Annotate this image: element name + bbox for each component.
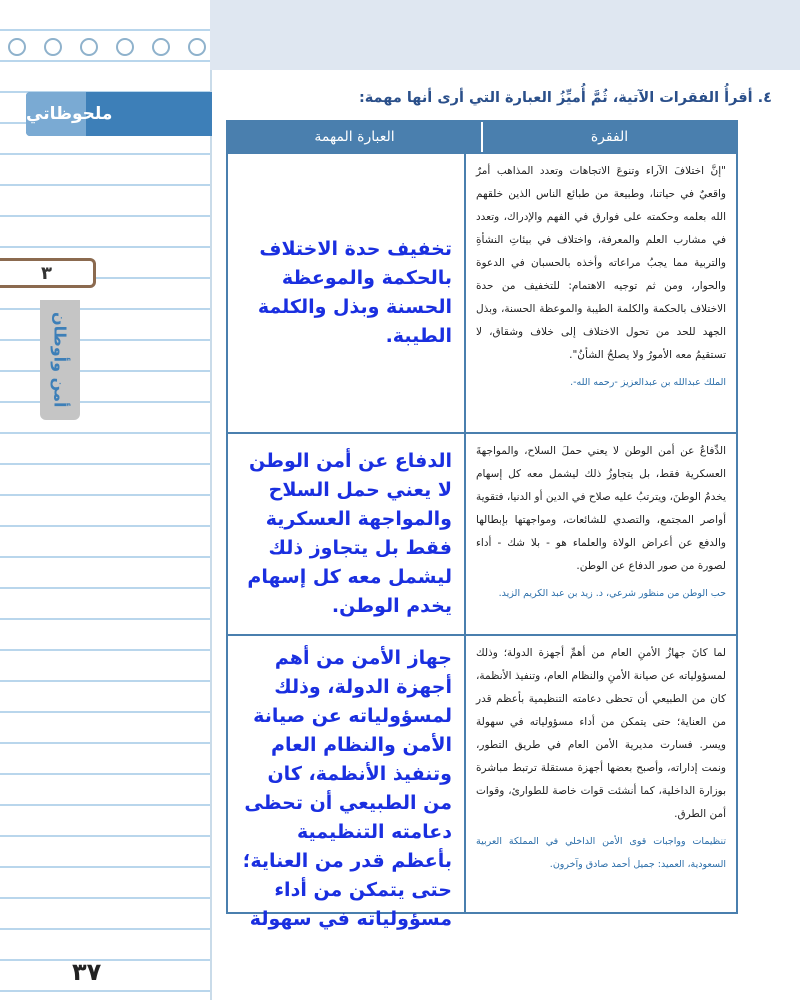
unit-title: أمن وأوطان xyxy=(50,312,70,408)
paragraph-cell xyxy=(464,636,736,912)
binder-hole xyxy=(116,38,134,56)
page-number: ٣٧ xyxy=(72,958,102,986)
unit-number: ٣ xyxy=(0,258,96,288)
binder-holes xyxy=(8,38,206,56)
header-paragraph: الفقرة xyxy=(481,122,736,152)
paragraph-text: لما كانَ جهازُ الأمنِ العام من أهمِّ أجهزة الدولة؛ وذلك لمسؤولياته عن صيانة الأمنِ والنظام العام، وتنفيذ الأنظمة، كان من الطبيعي أن تحظى دعامته التنظيمية بأعظم قدر من العناية؛ حتى يتمكن من أداء مسؤولياته في سهولة ويسر. فسارت مديرية الأمن العام في طريق التطور، ونمت إداراته، وأصبح بعضها أجهزة مستقلة ترتبط مباشرة بوزارة الداخلية، كما أنشئت قوات خاصة للطوارئ، وقوات أمن الطرق. xyxy=(476,647,726,820)
header-important: العبارة المهمة xyxy=(314,129,395,145)
paragraph-source: الملك عبدالله بن عبدالعزيز -رحمه الله-. xyxy=(570,377,726,388)
paragraph-cell xyxy=(464,154,736,432)
paragraph-source: حب الوطن من منظور شرعي، د. زيد بن عبد الكريم الزيد. xyxy=(498,588,726,599)
exercise-instruction: ٤. أقرأُ الفقرات الآتية، ثُمَّ أُميِّزُ العبارة التي أرى أنها مهمة: xyxy=(358,90,772,106)
binder-hole xyxy=(152,38,170,56)
unit-title-tab xyxy=(40,300,80,420)
paragraph-cell xyxy=(464,434,736,634)
notes-label: ملحوظاتي xyxy=(26,104,113,124)
answer-cell[interactable]: جهاز الأمن من أهم أجهزة الدولة، وذلك لمسؤولياته عن صيانة الأمن والنظام العام وتنفيذ الأنظمة، كان من الطبيعي أن تحظى دعامته التنظيمية بأعظم قدر من العناية؛ حتى يتمكن من أداء مسؤولياته في سهولة xyxy=(242,647,452,930)
binder-hole xyxy=(188,38,206,56)
binder-hole xyxy=(44,38,62,56)
paragraph-text: "إنَّ اختلافَ الآراء وتنوعَ الاتجاهات وتعدد المذاهب أمرٌ واقعيٌ في حياتنا، وطبيعة من طبائع الناس الذين خلقهم الله بعلمه وحكمته على فوارق في الفهم والإدراك، وتعدد في مشارب العلم والمعرفة، واختلاف في بيئاتِ النشأةِ والتربية مما يجبُ مراعاته وأخذه بالحسبان في الدعوة والحوار، ومن ثم توجيه الاهتمام: للتخفيف من حدة الاختلاف بالحكمة والكلمة الطيبة والموعظة الحسنة، وبذل الجهد للحد من تحول الاختلاف إلى خلاف وشقاق، لا تستقيمُ معه الأمورُ ولا يصلحُ الشأنُ". xyxy=(476,165,726,361)
top-band xyxy=(210,0,800,70)
notes-margin xyxy=(0,0,212,1000)
binder-hole xyxy=(80,38,98,56)
paragraph-source: تنظيمات وواجبات قوى الأمن الداخلي في المملكة العربية السعودية، العميد: جميل أحمد صادق وآخرون. xyxy=(476,836,726,870)
answer-cell[interactable]: الدفاع عن أمن الوطن لا يعني حمل السلاح والمواجهة العسكرية فقط بل يتجاوز ذلك ليشمل معه كل إسهام يخدم الوطن. xyxy=(247,450,452,617)
table-row xyxy=(228,634,736,930)
table-header xyxy=(228,122,736,152)
answer-cell[interactable]: تخفيف حدة الاختلاف بالحكمة والموعظة الحسنة وبذل والكلمة الطيبة. xyxy=(257,238,452,347)
paragraph-text: الدِّفاعُ عن أمن الوطن لا يعني حملَ السلاح، والمواجهةَ العسكرية فقط، بل يتجاوزُ ذلك ليشمل معه كل إسهام يخدمُ الوطنَ، ويترتبُ عليه صلاح في الدين أو الدنيا، فتقوية أواصر المجتمع، والتصدي للشائعات، ومواجهتها بإبطالها والدفع عن أعراض الولاة والعلماء هو - بلا شك - أداء لصورة من صور الدفاع عن الوطن. xyxy=(476,445,726,572)
table-row xyxy=(228,432,736,634)
notes-tab xyxy=(26,92,212,136)
binder-hole xyxy=(8,38,26,56)
table-row xyxy=(228,152,736,432)
exercise-table xyxy=(226,120,738,930)
